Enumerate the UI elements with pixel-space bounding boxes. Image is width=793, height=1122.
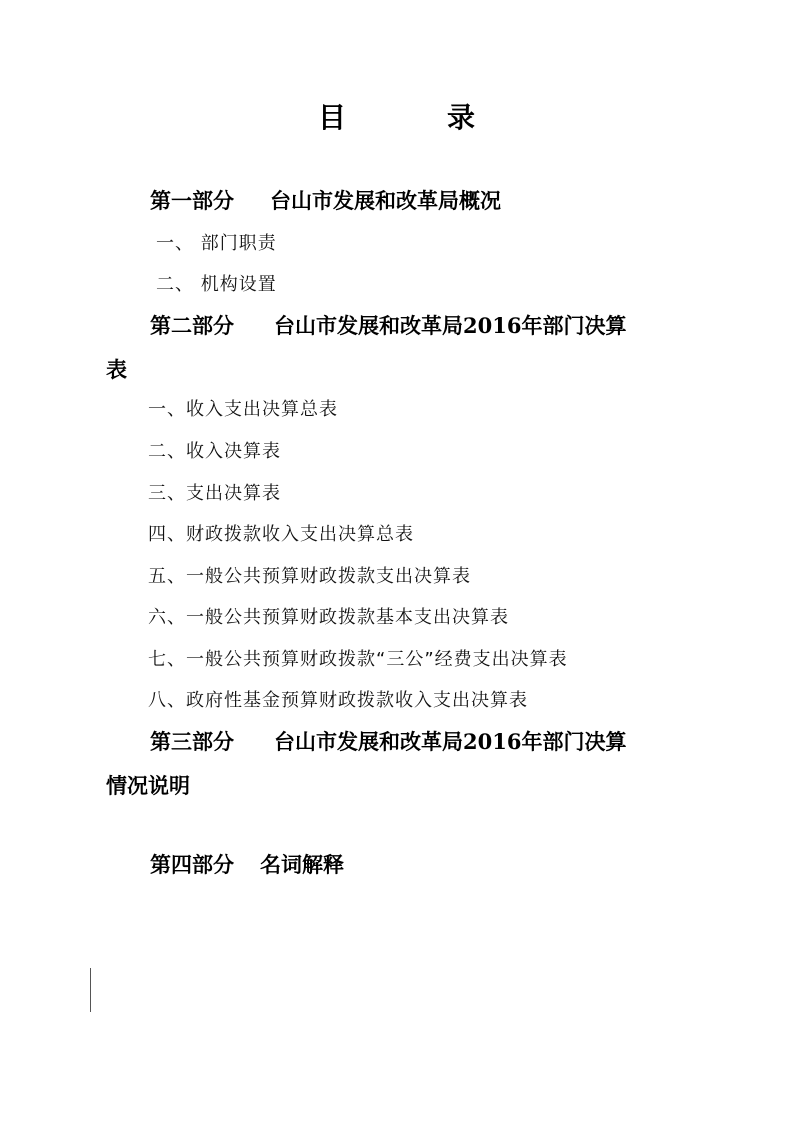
toc-part-2-item-8[interactable]: 八、政府性基金预算财政拨款收入支出决算表 <box>148 690 528 711</box>
toc-part-1-label: 第一部分 <box>150 188 234 213</box>
toc-part-3[interactable] <box>106 720 706 808</box>
text-cursor-line <box>90 968 91 1012</box>
toc-part-3-label: 第三部分 <box>150 729 234 754</box>
toc-part-2-item-7[interactable]: 七、一般公共预算财政拨款“三公”经费支出决算表 <box>148 649 568 670</box>
toc-part-3-name: 台山市发展和改革局2016年部门决算 <box>274 729 627 754</box>
toc-part-2-item-1[interactable]: 一、收入支出决算总表 <box>148 399 338 420</box>
toc-part-4-label: 第四部分 <box>150 852 234 877</box>
toc-title-char-1: 目 <box>318 101 347 134</box>
toc-part-2[interactable] <box>106 304 706 392</box>
toc-part-1-item-1[interactable]: 一、 部门职责 <box>156 233 277 254</box>
toc-part-2-item-3[interactable]: 三、支出决算表 <box>148 483 281 504</box>
toc-part-1-name: 台山市发展和改革局概况 <box>270 188 501 213</box>
toc-part-2-label: 第二部分 <box>150 313 234 338</box>
toc-part-2-name-continued: 表 <box>106 357 127 382</box>
toc-part-4-name: 名词解释 <box>260 852 344 877</box>
toc-part-2-item-2[interactable]: 二、收入决算表 <box>148 441 281 462</box>
toc-title-char-2: 录 <box>447 101 476 134</box>
toc-part-3-name-continued: 情况说明 <box>106 773 190 798</box>
toc-part-1[interactable] <box>150 186 501 216</box>
toc-part-1-item-2[interactable]: 二、 机构设置 <box>156 274 277 295</box>
toc-part-4[interactable] <box>150 850 344 880</box>
toc-part-2-item-5[interactable]: 五、一般公共预算财政拨款支出决算表 <box>148 566 471 587</box>
toc-title <box>0 96 793 140</box>
toc-part-2-item-4[interactable]: 四、财政拨款收入支出决算总表 <box>148 524 414 545</box>
toc-part-2-name: 台山市发展和改革局2016年部门决算 <box>274 313 627 338</box>
toc-part-2-item-6[interactable]: 六、一般公共预算财政拨款基本支出决算表 <box>148 607 509 628</box>
